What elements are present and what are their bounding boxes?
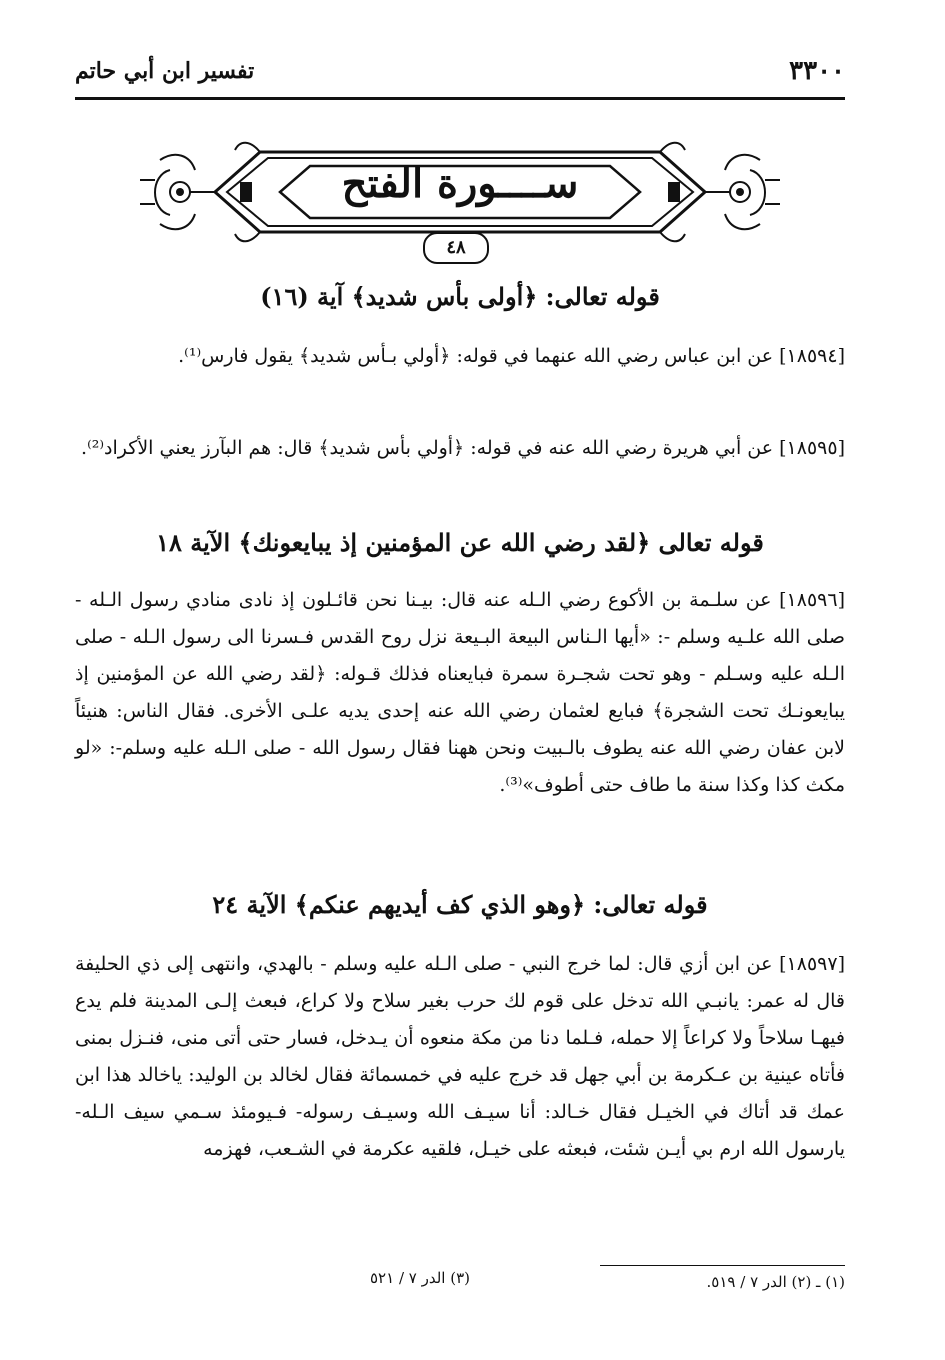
page-header xyxy=(75,52,845,100)
surah-title: ســــورة الفتح xyxy=(341,160,579,207)
section-heading: قوله تعالى: ﴿وهو الذي كف أيديهم عنكم﴾ الآية ٢٤ xyxy=(212,890,708,919)
footnote: (١) ـ (٢) الدر ٧ / ٥١٩. xyxy=(706,1273,845,1291)
paragraph: [١٨٥٩٦] عن سلـمة بن الأكوع رضي الـله عنه قال: بيـنا نحن قائـلون إذ نادى منادي رسول الـله - صلى الله علـيه وسلم -: «أيها الـناس البيعة البـيعة نزل روح القدس فـسرنا الى رسول الـله - صلى الـله عليه وسـلم - وهو تحت شجـرة سمرة فبايعناه فذلك قـوله: ﴿لقد رضي الله عن المؤمنين إذ يبايعونـك تحت الشجرة﴾ فبايع لعثمان رضي الله عنه إحدى يديه علـى الأخرى. فقال الناس: هنيئاً لابن عفان رضي الله عنه يطوف بالـبيت ونحن ههنا فقال رسول الله - صلى الـله عليه وسلم-: «لو مكث كذا وكذا سنة ما طاف حتى أطوف»⁽³⁾. xyxy=(75,589,845,796)
footnote: (٣) الدر ٧ / ٥٢١ xyxy=(370,1269,470,1287)
footnote-rule xyxy=(600,1265,845,1266)
section-heading: قوله تعالى ﴿لقد رضي الله عن المؤمنين إذ يبايعونك﴾ الآية ١٨ xyxy=(156,528,764,557)
header-rule xyxy=(75,97,845,100)
paragraph: [١٨٥٩٤] عن ابن عباس رضي الله عنهما في قوله: ﴿أولي بـأس شديد﴾ يقول فارس⁽¹⁾. xyxy=(178,345,845,367)
page-number: ٣٣٠٠ xyxy=(789,56,845,86)
section-heading: قوله تعالى: ﴿أولى بأس شديد﴾ آية (١٦) xyxy=(260,282,660,311)
surah-number-badge: ٤٨ xyxy=(423,232,489,264)
paragraph: [١٨٥٩٥] عن أبي هريرة رضي الله عنه في قوله: ﴿أولي بأس شديد﴾ قال: هم البآرز يعني الأكراد⁽²⁾. xyxy=(81,437,845,459)
paragraph: [١٨٥٩٧] عن ابن أزي قال: لما خرج النبي - صلى الـله عليه وسلم - بالهدي، وانتهى إلى ذي الحليفة قال له عمر: يانبـي الله تدخل على قوم لك حرب بغير سلاح ولا كراع، فبعث إلـى المدينة فلم يدع فيهـا سلاحاً ولا كراعاً إلا حمله، فـلما دنا من مكة منعوه أن يـدخل، فسار حتى أتى منى، فنـزل بمنى فأتاه عينية بن عـكرمة بن أبي جهل قد خرج عليه في خمسمائة فقال لخالد بن الوليد: ياخالد هذا ابن عمك قد أتاك في الخيـل فقال خـالد: أنا سيـف الله وسيـف رسوله- فـيومئذ سـمي سيف الـله- يارسول الله ارم بي أيـن شئت، فبعثه على خيـل، فلقيه عكرمة في الشـعب، فهزمه xyxy=(75,953,845,1160)
book-title: تفسير ابن أبي حاتم xyxy=(75,58,255,84)
